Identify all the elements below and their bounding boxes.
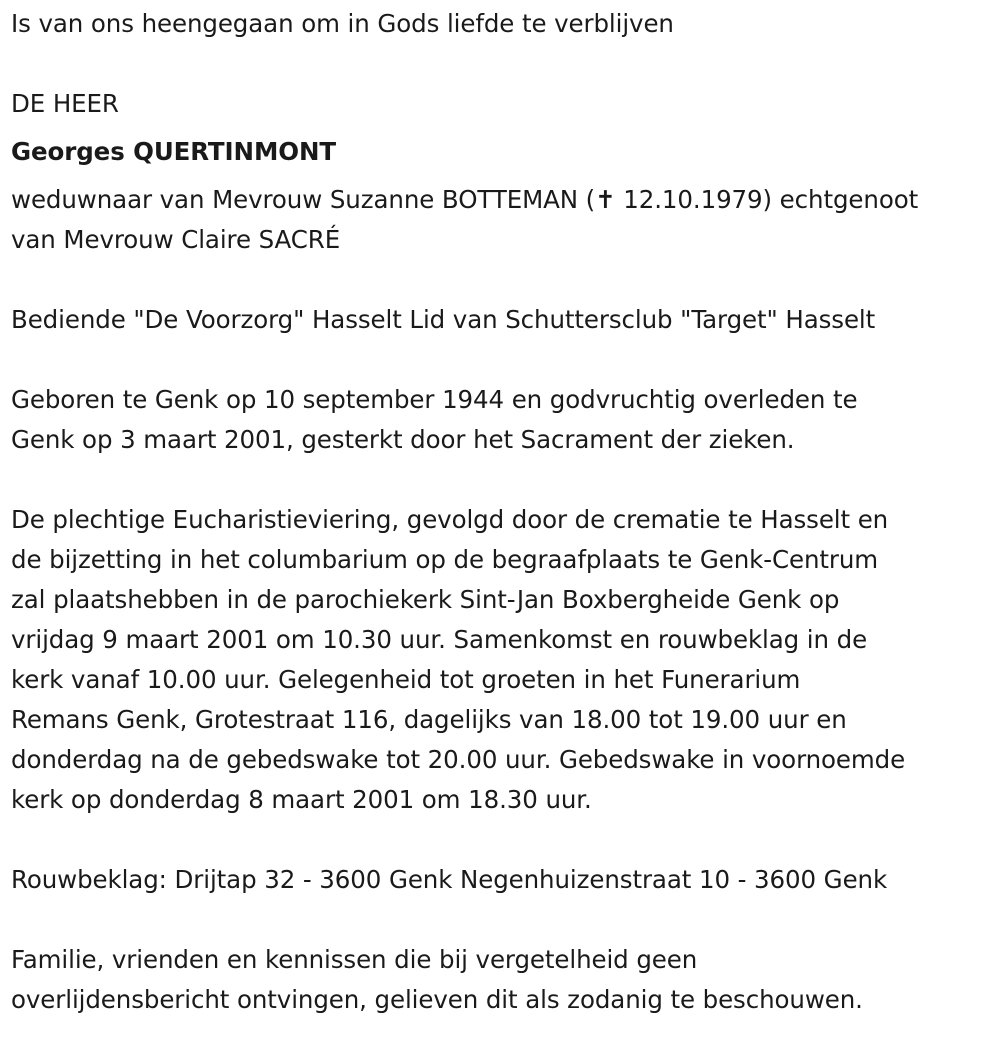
spacer [11,260,996,300]
ceremony-line: de bijzetting in het columbarium op de begraafplaats te Genk-Centrum [11,545,879,574]
ceremony-line: kerk op donderdag 8 maart 2001 om 18.30 uur. [11,785,592,814]
birth-death-line: Genk op 3 maart 2001, gesterkt door het Sacrament der zieken. [11,425,795,454]
ceremony-line: donderdag na de gebedswake tot 20.00 uur. Gebedswake in voornoemde [11,745,906,774]
intro-text: Is van ons heengegaan om in Gods liefde te verblijven [11,9,674,38]
spacer [11,44,996,84]
spacer [11,124,996,132]
honorific-title: DE HEER [11,89,119,118]
deceased-name: Georges QUERTINMONT [11,137,336,166]
closing-paragraph [11,940,996,1020]
occupation-text: Bediende "De Voorzorg" Hasselt Lid van Schuttersclub "Target" Hasselt [11,305,876,334]
ceremony-line: vrijdag 9 maart 2001 om 10.30 uur. Samenkomst en rouwbeklag in de [11,625,868,654]
condolence-address: Rouwbeklag: Drijtap 32 - 3600 Genk Negenhuizenstraat 10 - 3600 Genk [11,865,888,894]
ceremony-line: kerk vanaf 10.00 uur. Gelegenheid tot groeten in het Funerarium [11,665,801,694]
relation-line: weduwnaar van Mevrouw Suzanne BOTTEMAN (✝ 12.10.1979) echtgenoot [11,185,919,214]
spacer [11,900,996,940]
relation-paragraph [11,180,996,260]
death-notice [11,4,996,1020]
closing-line: Familie, vrienden en kennissen die bij vergetelheid geen [11,945,698,974]
ceremony-line: De plechtige Eucharistieviering, gevolgd door de crematie te Hasselt en [11,505,889,534]
birth-death-line: Geboren te Genk op 10 september 1944 en godvruchtig overleden te [11,385,858,414]
birth-death-paragraph [11,380,996,460]
closing-line: overlijdensbericht ontvingen, gelieven dit als zodanig te beschouwen. [11,985,863,1014]
ceremony-line: zal plaatshebben in de parochiekerk Sint-Jan Boxbergheide Genk op [11,585,840,614]
relation-line: van Mevrouw Claire SACRÉ [11,225,341,254]
spacer [11,460,996,500]
spacer [11,820,996,860]
ceremony-paragraph [11,500,996,820]
spacer [11,172,996,180]
ceremony-line: Remans Genk, Grotestraat 116, dagelijks van 18.00 tot 19.00 uur en [11,705,847,734]
spacer [11,340,996,380]
